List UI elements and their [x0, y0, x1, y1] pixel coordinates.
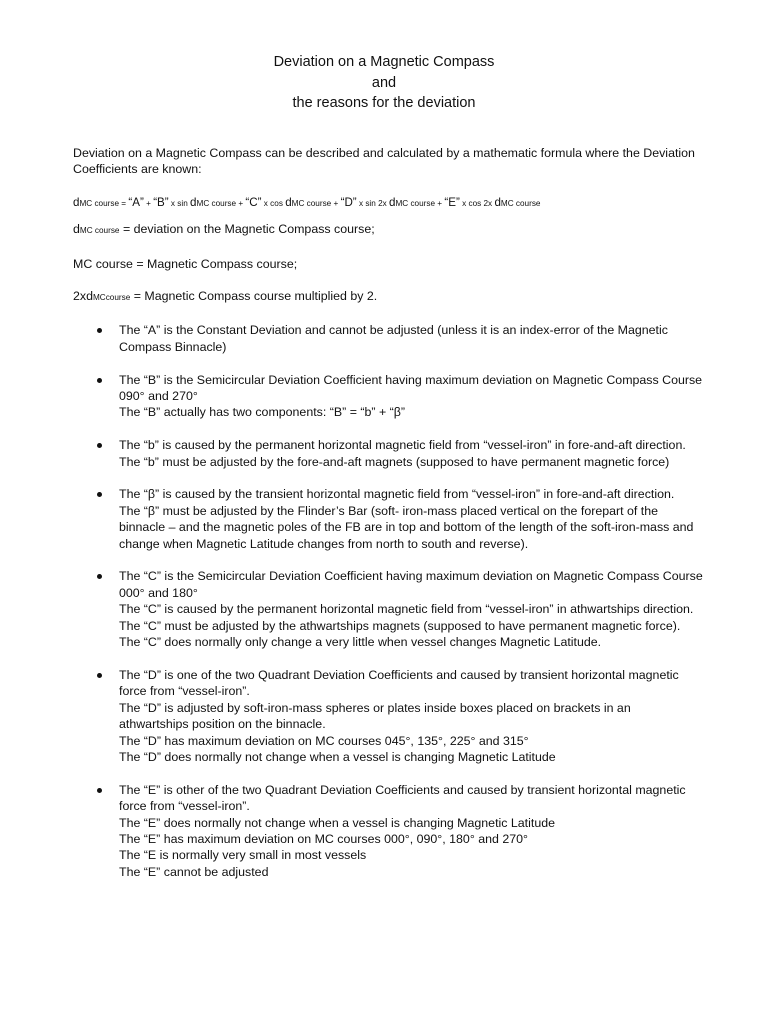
bullet-item [73, 782, 703, 880]
deviation-formula [73, 195, 703, 212]
formula-part: “D” [340, 195, 357, 209]
bullet-line: The “C” is caused by the permanent horizontal magnetic field from “vessel-iron” in athwartships direction. [119, 602, 694, 617]
formula-part: MC course = [79, 198, 129, 208]
bullet-item [73, 667, 703, 765]
bullet-line: The “C” must be adjusted by the athwartships magnets (supposed to have permanent magnetic force). [119, 618, 681, 633]
bullet-line: The “C” does normally only change a very little when vessel changes Magnetic Latitude. [119, 635, 602, 650]
bullet-line: The “E” has maximum deviation on MC courses 000°, 090°, 180° and 270° [119, 831, 528, 846]
bullet-line: The “B” actually has two components: “B” = “b” + “β” [119, 405, 406, 420]
bullet-item [73, 568, 703, 650]
formula-part: “B” [153, 195, 169, 209]
def-2x-prefix: 2xd [73, 289, 93, 304]
formula-part: “C” [245, 195, 262, 209]
bullet-line: The “B” is the Semicircular Deviation Coefficient having maximum deviation on Magnetic Compass Course 090° and 270° [119, 372, 703, 404]
formula-part: d [190, 195, 197, 209]
formula-part: d [285, 195, 292, 209]
bullet-dot-icon [97, 788, 102, 793]
bullet-item [73, 486, 703, 552]
bullet-dot-icon [97, 328, 102, 333]
bullet-item [73, 437, 703, 470]
document-body [73, 145, 703, 897]
formula-part: d [389, 195, 396, 209]
bullet-item [73, 322, 703, 355]
bullet-dot-icon [97, 443, 102, 448]
formula-part: MC course + [291, 198, 341, 208]
formula-part: x sin 2x [356, 198, 389, 208]
bullet-line: The “b” is caused by the permanent horizontal magnetic field from “vessel-iron” in fore-and-aft direction. [119, 438, 686, 453]
bullet-dot-icon [97, 492, 102, 497]
definition-mc-course: MC course = Magnetic Compass course; [73, 256, 298, 271]
definition-d-mc-course [73, 221, 703, 239]
formula-part: x cos 2x [459, 198, 495, 208]
formula-part: MC course [500, 198, 541, 208]
bullet-line: The “D” does normally not change when a vessel is changing Magnetic Latitude [119, 749, 556, 764]
bullet-line: The “A” is the Constant Deviation and cannot be adjusted (unless it is an index-error of the Magnetic Compass Binnacle) [119, 323, 668, 354]
definition-2x-d-mc-course [73, 288, 703, 306]
formula-part: MC course + [395, 198, 445, 208]
formula-part: x cos [261, 198, 286, 208]
bullet-line: The “E” does normally not change when a vessel is changing Magnetic Latitude [119, 815, 555, 830]
formula-part: + [143, 198, 154, 208]
def-d-text: = deviation on the Magnetic Compass course; [119, 222, 375, 237]
document-title [0, 52, 768, 114]
formula-part: “A” [128, 195, 144, 209]
bullet-dot-icon [97, 378, 102, 383]
bullet-line: The “D” is adjusted by soft-iron-mass spheres or plates inside boxes placed on brackets in an athwartships position on the binnacle. [119, 700, 631, 732]
title-line-1: Deviation on a Magnetic Compass [273, 54, 495, 70]
def-2x-subscript: MCcourse [92, 293, 131, 303]
def-d-subscript: MC course [79, 226, 120, 236]
bullet-line: The “D” is one of the two Quadrant Deviation Coefficients and caused by transient horizontal magnetic force from “vessel-iron”. [119, 667, 679, 699]
bullet-line: The “β” is caused by the transient horizontal magnetic field from “vessel-iron” in fore-and-aft direction. [119, 487, 675, 502]
def-2x-text: = Magnetic Compass course multiplied by 2. [130, 289, 378, 304]
bullet-line: The “C” is the Semicircular Deviation Coefficient having maximum deviation on Magnetic Compass Course 000° and 180° [119, 569, 703, 600]
bullet-dot-icon [97, 673, 102, 678]
bullet-line: The “β” must be adjusted by the Flinder’s Bar (soft- iron-mass placed vertical on the forepart of the binnacle – and the magnetic poles of the FB are in top and bottom of the length of the soft-iron-mass and change when Magnetic Latitude changes from north to south and reverse). [119, 503, 694, 551]
intro-paragraph: Deviation on a Magnetic Compass can be described and calculated by a mathematic formula where the Deviation Coefficients are known: [73, 146, 695, 177]
bullet-dot-icon [97, 574, 102, 579]
bullet-line: The “E” cannot be adjusted [119, 864, 269, 879]
formula-part: x sin [168, 198, 191, 208]
title-line-2: and [371, 74, 397, 91]
bullet-line: The “b” must be adjusted by the fore-and-aft magnets (supposed to have permanent magnetic force) [119, 454, 670, 469]
coefficient-bullet-list [73, 322, 703, 880]
title-line-3: the reasons for the deviation [292, 95, 476, 111]
bullet-line: The “E” is other of the two Quadrant Deviation Coefficients and caused by transient horizontal magnetic force from “vessel-iron”. [119, 782, 686, 814]
formula-part: d [494, 195, 501, 209]
def-d-prefix: d [73, 222, 80, 237]
formula-part: “E” [444, 195, 460, 209]
bullet-line: The “D” has maximum deviation on MC courses 045°, 135°, 225° and 315° [119, 733, 529, 748]
formula-part: d [73, 195, 80, 209]
formula-part: MC course + [196, 198, 246, 208]
bullet-line: The “E is normally very small in most vessels [119, 848, 367, 863]
bullet-item [73, 372, 703, 421]
